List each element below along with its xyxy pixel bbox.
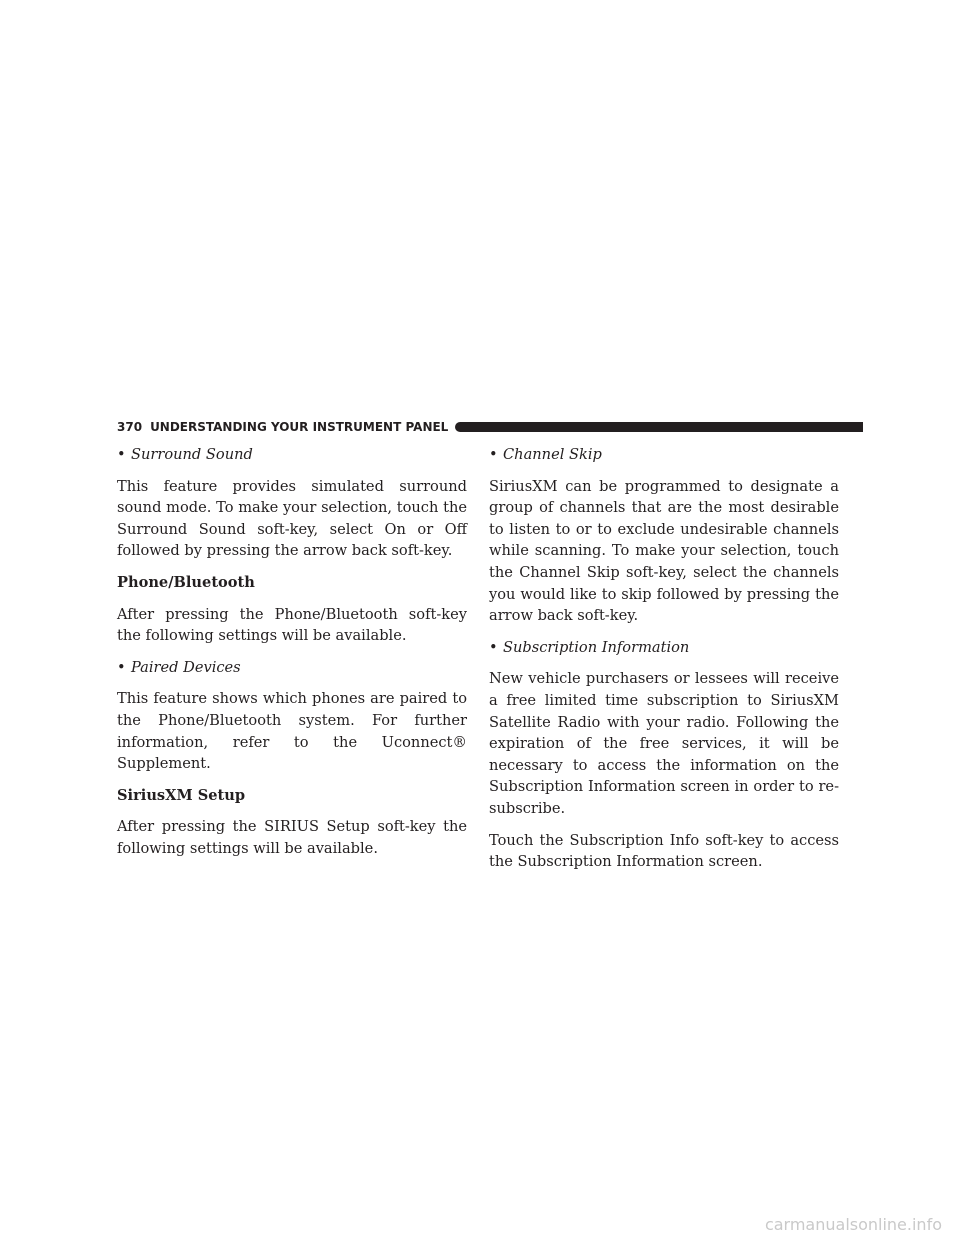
section-title: UNDERSTANDING YOUR INSTRUMENT PANEL <box>150 420 449 434</box>
bullet-icon: • <box>489 446 498 463</box>
paragraph-subscription-information: New vehicle purchasers or lessees will receive a free limited time subscription to SiriusXM Satellite Radio with your radio. Following the expiration of the free services, it will be necessary to access the information on the Subscription Information screen in order to re-subscribe. <box>489 670 839 817</box>
bullet-label: Subscription Information <box>503 638 690 656</box>
bullet-surround-sound <box>117 444 467 466</box>
paragraph-paired-devices: This feature shows which phones are paired to the Phone/Bluetooth system. For further information, refer to the Uconnect® Supplement. <box>117 690 467 773</box>
paragraph-siriusxm-setup: After pressing the SIRIUS Setup soft-key the following settings will be available. <box>117 818 467 857</box>
right-column <box>489 444 839 883</box>
bullet-label: Channel Skip <box>503 446 602 463</box>
page-header <box>117 419 863 435</box>
bullet-label: Paired Devices <box>131 658 241 676</box>
bullet-paired-devices <box>117 657 467 679</box>
heading-phone-bluetooth: Phone/Bluetooth <box>117 573 255 591</box>
paragraph-phone-bluetooth: After pressing the Phone/Bluetooth soft-key the following settings will be available. <box>117 605 467 645</box>
paragraph-channel-skip: SiriusXM can be programmed to designate a group of channels that are the most desirable to listen to or to exclude undesirable channels while scanning. To make your selection, touch the Channel Skip soft-key, select the channels you would like to skip followed by pressing the arrow back soft-key. <box>489 477 839 625</box>
header-rule-bar <box>455 422 863 432</box>
left-column <box>117 444 467 870</box>
paragraph-surround-sound: This feature provides simulated surround sound mode. To make your selection, touch the Surround Sound soft-key, select On or Off followed by pressing the arrow back soft-key. <box>117 477 467 560</box>
bullet-channel-skip <box>489 444 839 466</box>
bullet-subscription-information <box>489 637 839 659</box>
bullet-icon: • <box>117 658 126 676</box>
bullet-icon: • <box>117 446 126 463</box>
bullet-icon: • <box>489 638 498 656</box>
footer-watermark: carmanualsonline.info <box>764 1215 942 1234</box>
bullet-label: Surround Sound <box>131 446 253 463</box>
heading-siriusxm-setup: SiriusXM Setup <box>117 786 246 804</box>
page-number: 370 <box>117 420 143 434</box>
paragraph-touch-subscription: Touch the Subscription Info soft-key to access the Subscription Information screen. <box>489 831 839 871</box>
